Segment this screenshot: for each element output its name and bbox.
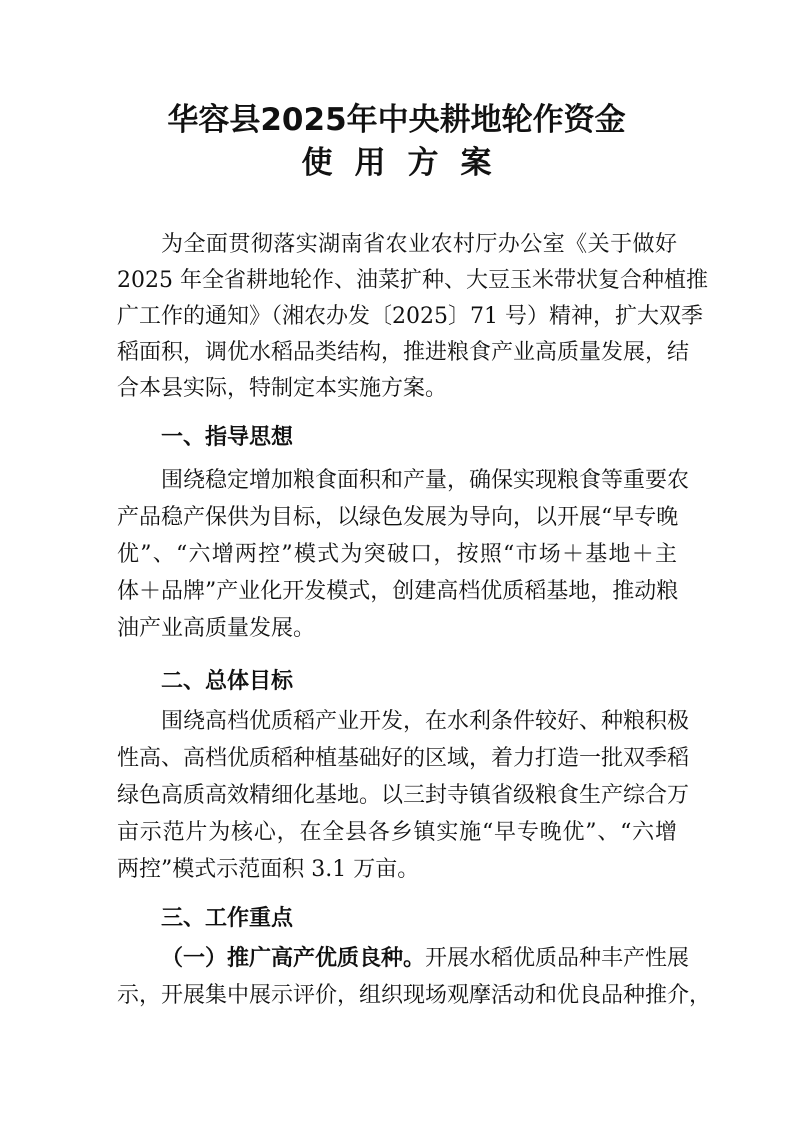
section1-line-5: 油产业高质量发展。 xyxy=(117,616,316,641)
section2-line-3: 绿色高质高效精细化基地。以三封寺镇省级粮食生产综合万 xyxy=(117,783,690,808)
section3-item1-lead: （一）推广高产优质良种。 xyxy=(161,946,426,971)
section2-line-5: 两控”模式示范面积 3.1 万亩。 xyxy=(117,857,420,882)
section3-item1-line-1 xyxy=(161,941,690,977)
intro-line-3: 广工作的通知》（湘农办发〔2025〕71 号）精神，扩大双季 xyxy=(117,304,703,329)
section1-line-1: 围绕稳定增加粮食面积和产量，确保实现粮食等重要农 xyxy=(161,468,690,493)
section3-item1-line-2: 示，开展集中展示评价，组织现场观摩活动和优良品种推介， xyxy=(117,983,712,1008)
intro-line-2: 2025 年全省耕地轮作、油菜扩种、大豆玉米带状复合种植推 xyxy=(117,268,708,293)
section1-line-2: 产品稳产保供为目标，以绿色发展为导向，以开展“早专晚 xyxy=(117,505,679,530)
section-heading-overall-goal: 二、总体目标 xyxy=(161,669,294,694)
section1-line-3: 优”、“六增两控”模式为突破口，按照“市场＋基地＋主 xyxy=(117,542,677,567)
section2-line-2: 性高、高档优质稻种植基础好的区域，着力打造一批双季稻 xyxy=(117,746,690,771)
section2-line-4: 亩示范片为核心，在全县各乡镇实施“早专晚优”、“六增 xyxy=(117,820,677,845)
document-title-line-1: 华容县2025年中央耕地轮作资金 xyxy=(167,102,626,138)
document-title-line-2: 使用方案 xyxy=(301,145,514,181)
section2-line-1: 围绕高档优质稻产业开发，在水利条件较好、种粮积极 xyxy=(161,709,690,734)
intro-line-5: 合本县实际，特制定本实施方案。 xyxy=(117,376,448,401)
section-heading-guiding-ideology: 一、指导思想 xyxy=(161,425,294,450)
section-heading-work-focus: 三、工作重点 xyxy=(161,906,294,931)
intro-line-4: 稻面积，调优水稻品类结构，推进粮食产业高质量发展，结 xyxy=(117,340,690,365)
section1-line-4: 体＋品牌”产业化开发模式，创建高档优质稻基地，推动粮 xyxy=(117,579,679,604)
section3-item1-text: 开展水稻优质品种丰产性展 xyxy=(425,946,690,971)
intro-line-1: 为全面贯彻落实湖南省农业农村厅办公室《关于做好 xyxy=(161,232,677,257)
